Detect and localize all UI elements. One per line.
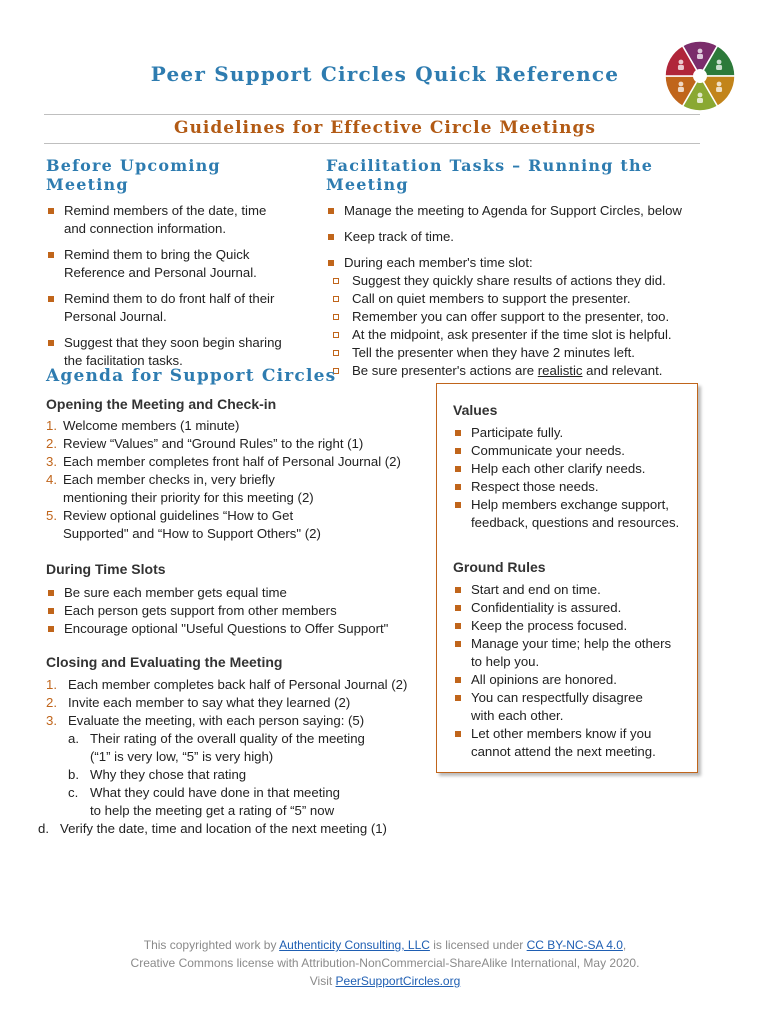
- before-meeting-list: [46, 202, 296, 370]
- item-text: What they could have done in that meeting to help the meeting get a rating of “5” now: [90, 785, 340, 818]
- time-slots-heading: During Time Slots: [46, 561, 166, 577]
- footer-line-2: Creative Commons license with Attribution-NonCommercial-ShareAlike International, May 2020.: [130, 956, 640, 970]
- list-item: You can respectfully disagree with each other.: [453, 689, 689, 725]
- item-text: Each member completes front half of Personal Journal (2): [63, 454, 401, 469]
- footer-line-3: [0, 972, 770, 990]
- list-item: Manage the meeting to Agenda for Support Circles, below: [326, 202, 726, 220]
- item-number: 3.: [46, 454, 57, 469]
- page-title: Peer Support Circles Quick Reference: [150, 62, 620, 86]
- item-text: Review optional guidelines “How to Get Supported" and “How to Support Others" (2): [63, 508, 321, 541]
- subtitle-divider: [44, 143, 700, 144]
- closing-final: [38, 820, 436, 838]
- license-link[interactable]: CC BY-NC-SA 4.0: [526, 938, 623, 952]
- sub-list-item: [68, 766, 436, 784]
- before-meeting-section: [46, 156, 296, 370]
- footer-text: This copyrighted work by: [143, 938, 280, 952]
- facilitation-list: [326, 202, 726, 380]
- underlined-word: realistic: [537, 363, 583, 378]
- sub-list-item: Remember you can offer support to the presenter, too.: [326, 308, 726, 326]
- item-text: Review “Values” and “Ground Rules” to the right (1): [63, 436, 364, 451]
- list-item: Communicate your needs.: [453, 442, 689, 460]
- website-link[interactable]: PeerSupportCircles.org: [335, 974, 461, 988]
- list-item: [46, 694, 436, 712]
- logo-person-body: [678, 87, 684, 92]
- list-item: Each person gets support from other members: [46, 602, 426, 620]
- list-item: Encourage optional "Useful Questions to Offer Support": [46, 620, 426, 638]
- item-text: Welcome members (1 minute): [63, 418, 240, 433]
- sub-list-item: Tell the presenter when they have 2 minutes left.: [326, 344, 726, 362]
- list-item: Remind members of the date, time and connection information.: [46, 202, 290, 238]
- footer-text: ,: [622, 938, 627, 952]
- item-text: Evaluate the meeting, with each person saying: (5): [68, 713, 365, 728]
- facilitation-heading: Facilitation Tasks – Running the Meeting: [326, 156, 654, 194]
- values-list: [453, 424, 689, 532]
- opening-section: [46, 396, 426, 543]
- item-number: 1.: [46, 677, 57, 692]
- logo-person-body: [716, 87, 722, 92]
- logo-person-body: [697, 98, 703, 103]
- list-item: [46, 435, 426, 453]
- sub-list-item: Suggest they quickly share results of actions they did.: [326, 272, 726, 290]
- item-letter: d.: [38, 821, 49, 836]
- time-slot-label: During each member's time slot:: [344, 255, 533, 270]
- closing-heading: Closing and Evaluating the Meeting: [46, 654, 283, 670]
- sub-list-item: [68, 730, 436, 766]
- authenticity-consulting-link[interactable]: Authenticity Consulting, LLC: [279, 938, 430, 952]
- list-item: Keep the process focused.: [453, 617, 689, 635]
- list-item: Participate fully.: [453, 424, 689, 442]
- time-slots-section: [46, 561, 426, 638]
- list-item: Let other members know if you cannot attend the next meeting.: [453, 725, 689, 761]
- list-item: [46, 712, 436, 730]
- values-heading: Values: [453, 402, 498, 418]
- sub-list-item: At the midpoint, ask presenter if the time slot is helpful.: [326, 326, 726, 344]
- footer-line-1: [0, 936, 770, 954]
- item-text: Verify the date, time and location of the next meeting (1): [60, 821, 387, 836]
- item-number: 3.: [46, 713, 57, 728]
- list-item: Respect those needs.: [453, 478, 689, 496]
- item-number: 2.: [46, 695, 57, 710]
- closing-section: [38, 654, 436, 838]
- item-text: Why they chose that rating: [90, 767, 247, 782]
- item-number: 4.: [46, 472, 57, 487]
- list-item: Confidentiality is assured.: [453, 599, 689, 617]
- item-text: Each member checks in, very briefly mentioning their priority for this meeting (2): [63, 472, 314, 505]
- values-ground-rules-box: [436, 383, 698, 773]
- item-text: Their rating of the overall quality of the meeting (“1” is very low, “5” is very high): [90, 731, 365, 764]
- list-item: Keep track of time.: [326, 228, 726, 246]
- list-item: Suggest that they soon begin sharing the facilitation tasks.: [46, 334, 290, 370]
- copyright-footer: [0, 936, 770, 990]
- sub-list-item: [326, 362, 726, 380]
- opening-heading: Opening the Meeting and Check-in: [46, 396, 277, 412]
- item-number: 5.: [46, 508, 57, 523]
- facilitation-section: [326, 156, 726, 380]
- footer-text: Visit: [309, 974, 336, 988]
- list-item: [46, 676, 436, 694]
- list-item: All opinions are honored.: [453, 671, 689, 689]
- item-letter: b.: [68, 767, 79, 782]
- item-text: Each member completes back half of Personal Journal (2): [68, 677, 408, 692]
- item-number: 2.: [46, 436, 57, 451]
- agenda-heading: Agenda for Support Circles: [46, 366, 337, 386]
- logo-person-head: [698, 93, 703, 98]
- item-letter: a.: [68, 731, 79, 746]
- logo-person-head: [698, 49, 703, 54]
- sub-item-text: Be sure presenter's actions are: [352, 363, 538, 378]
- list-item: Help each other clarify needs.: [453, 460, 689, 478]
- item-number: 1.: [46, 418, 57, 433]
- list-item: Manage your time; help the others to help you.: [453, 635, 689, 671]
- logo-person-body: [697, 54, 703, 59]
- item-letter: c.: [68, 785, 79, 800]
- time-slot-sublist: [326, 272, 726, 380]
- list-item: [46, 453, 426, 471]
- list-item: [46, 417, 426, 435]
- list-item: [46, 507, 426, 543]
- evaluation-sublist: [68, 730, 436, 820]
- sub-list-item: [68, 784, 436, 820]
- page-subtitle: Guidelines for Effective Circle Meetings: [174, 118, 596, 138]
- list-item: [326, 254, 726, 380]
- ground-rules-list: [453, 581, 689, 761]
- footer-text: is licensed under: [429, 938, 527, 952]
- before-meeting-heading: Before Upcoming Meeting: [46, 156, 221, 194]
- item-text: Invite each member to say what they learned (2): [68, 695, 351, 710]
- list-item: Help members exchange support, feedback, questions and resources.: [453, 496, 689, 532]
- sub-item-text: and relevant.: [582, 363, 663, 378]
- sub-list-item: Call on quiet members to support the presenter.: [326, 290, 726, 308]
- list-item: Start and end on time.: [453, 581, 689, 599]
- ground-rules-heading: Ground Rules: [453, 559, 546, 575]
- list-item: Remind them to do front half of their Personal Journal.: [46, 290, 290, 326]
- list-item: Remind them to bring the Quick Reference and Personal Journal.: [46, 246, 290, 282]
- title-divider: [44, 114, 700, 115]
- closing-list: [46, 676, 436, 730]
- list-item: [46, 471, 426, 507]
- list-item: Be sure each member gets equal time: [46, 584, 426, 602]
- opening-list: [46, 417, 426, 543]
- time-slots-list: [46, 584, 426, 638]
- list-item: [38, 820, 436, 838]
